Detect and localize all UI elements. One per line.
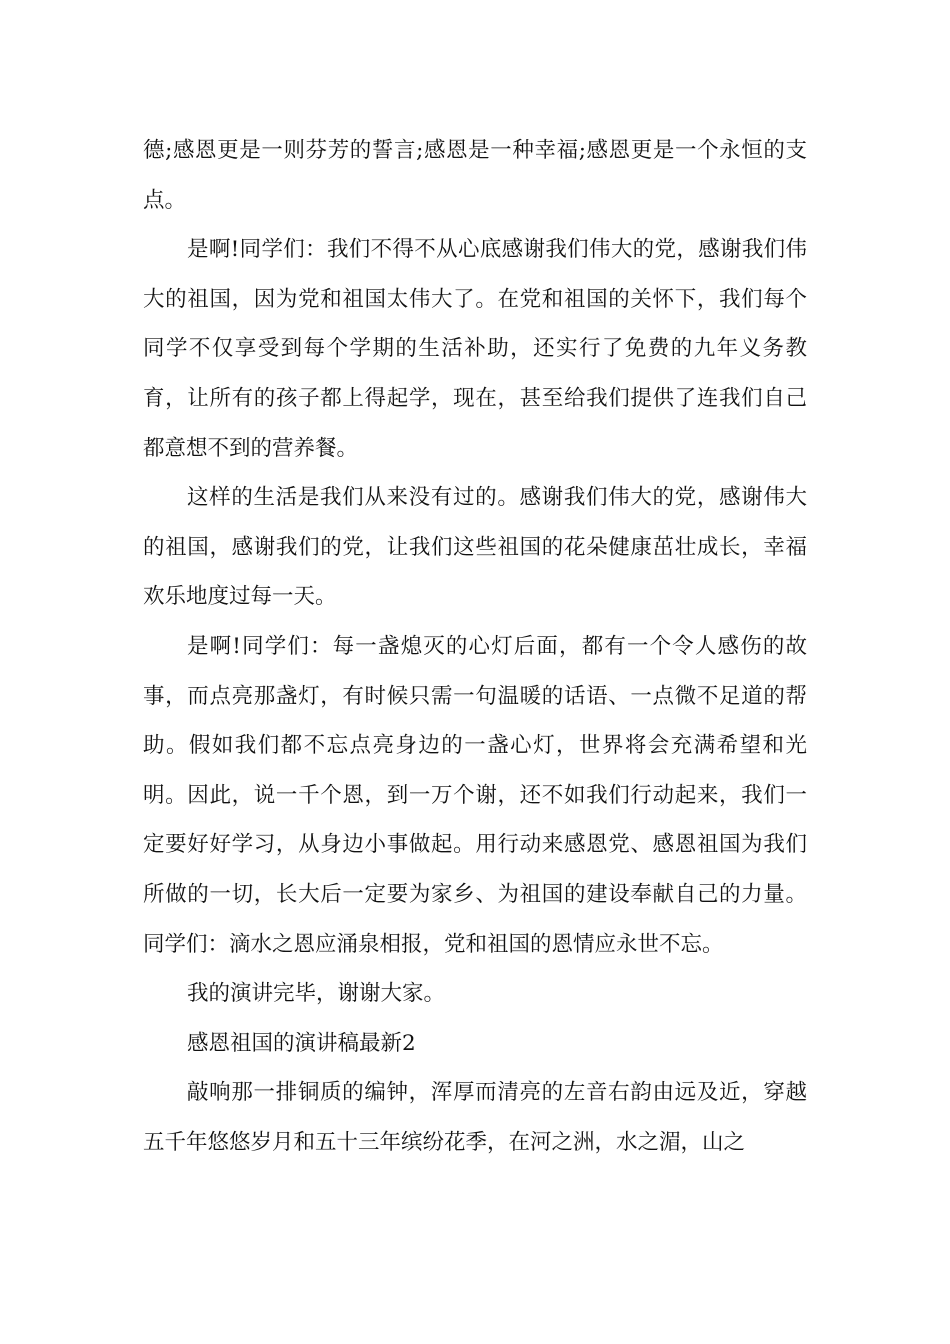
section-heading: 感恩祖国的演讲稿最新2 (187, 1030, 416, 1056)
paragraph: 是啊!同学们：我们不得不从心底感谢我们伟大的党，感谢我们伟大的祖国，因为党和祖国太伟大了。在党和祖国的关怀下，我们每个同学不仅享受到每个学期的生活补助，还实行了免费的九年义务教育，让所有的孩子都上得起学，现在，甚至给我们提供了连我们自己都意想不到的营养餐。 (143, 237, 807, 461)
paragraph: 这样的生活是我们从来没有过的。感谢我们伟大的党，感谢伟大的祖国，感谢我们的党，让我们这些祖国的花朵健康茁壮成长，幸福欢乐地度过每一天。 (143, 485, 807, 610)
paragraph: 是啊!同学们：每一盏熄灭的心灯后面，都有一个令人感伤的故事，而点亮那盏灯，有时候只需一句温暖的话语、一点微不足道的帮助。假如我们都不忘点亮身边的一盏心灯，世界将会充满希望和光明。因此，说一千个恩，到一万个谢，还不如我们行动起来，我们一定要好好学习，从身边小事做起。用行动来感恩党、感恩祖国为我们所做的一切，长大后一定要为家乡、为祖国的建设奉献自己的力量。同学们：滴水之恩应涌泉相报，党和祖国的恩情应永世不忘。 (143, 633, 807, 957)
paragraph: 我的演讲完毕，谢谢大家。 (187, 981, 446, 1007)
document-body (143, 126, 807, 1167)
paragraph: 敲响那一排铜质的编钟，浑厚而清亮的左音右韵由远及近，穿越五千年悠悠岁月和五十三年缤纷花季，在河之洲，水之湄，山之 (143, 1080, 807, 1155)
paragraph: 德;感恩更是一则芬芳的誓言;感恩是一种幸福;感恩更是一个永恒的支点。 (143, 138, 807, 213)
